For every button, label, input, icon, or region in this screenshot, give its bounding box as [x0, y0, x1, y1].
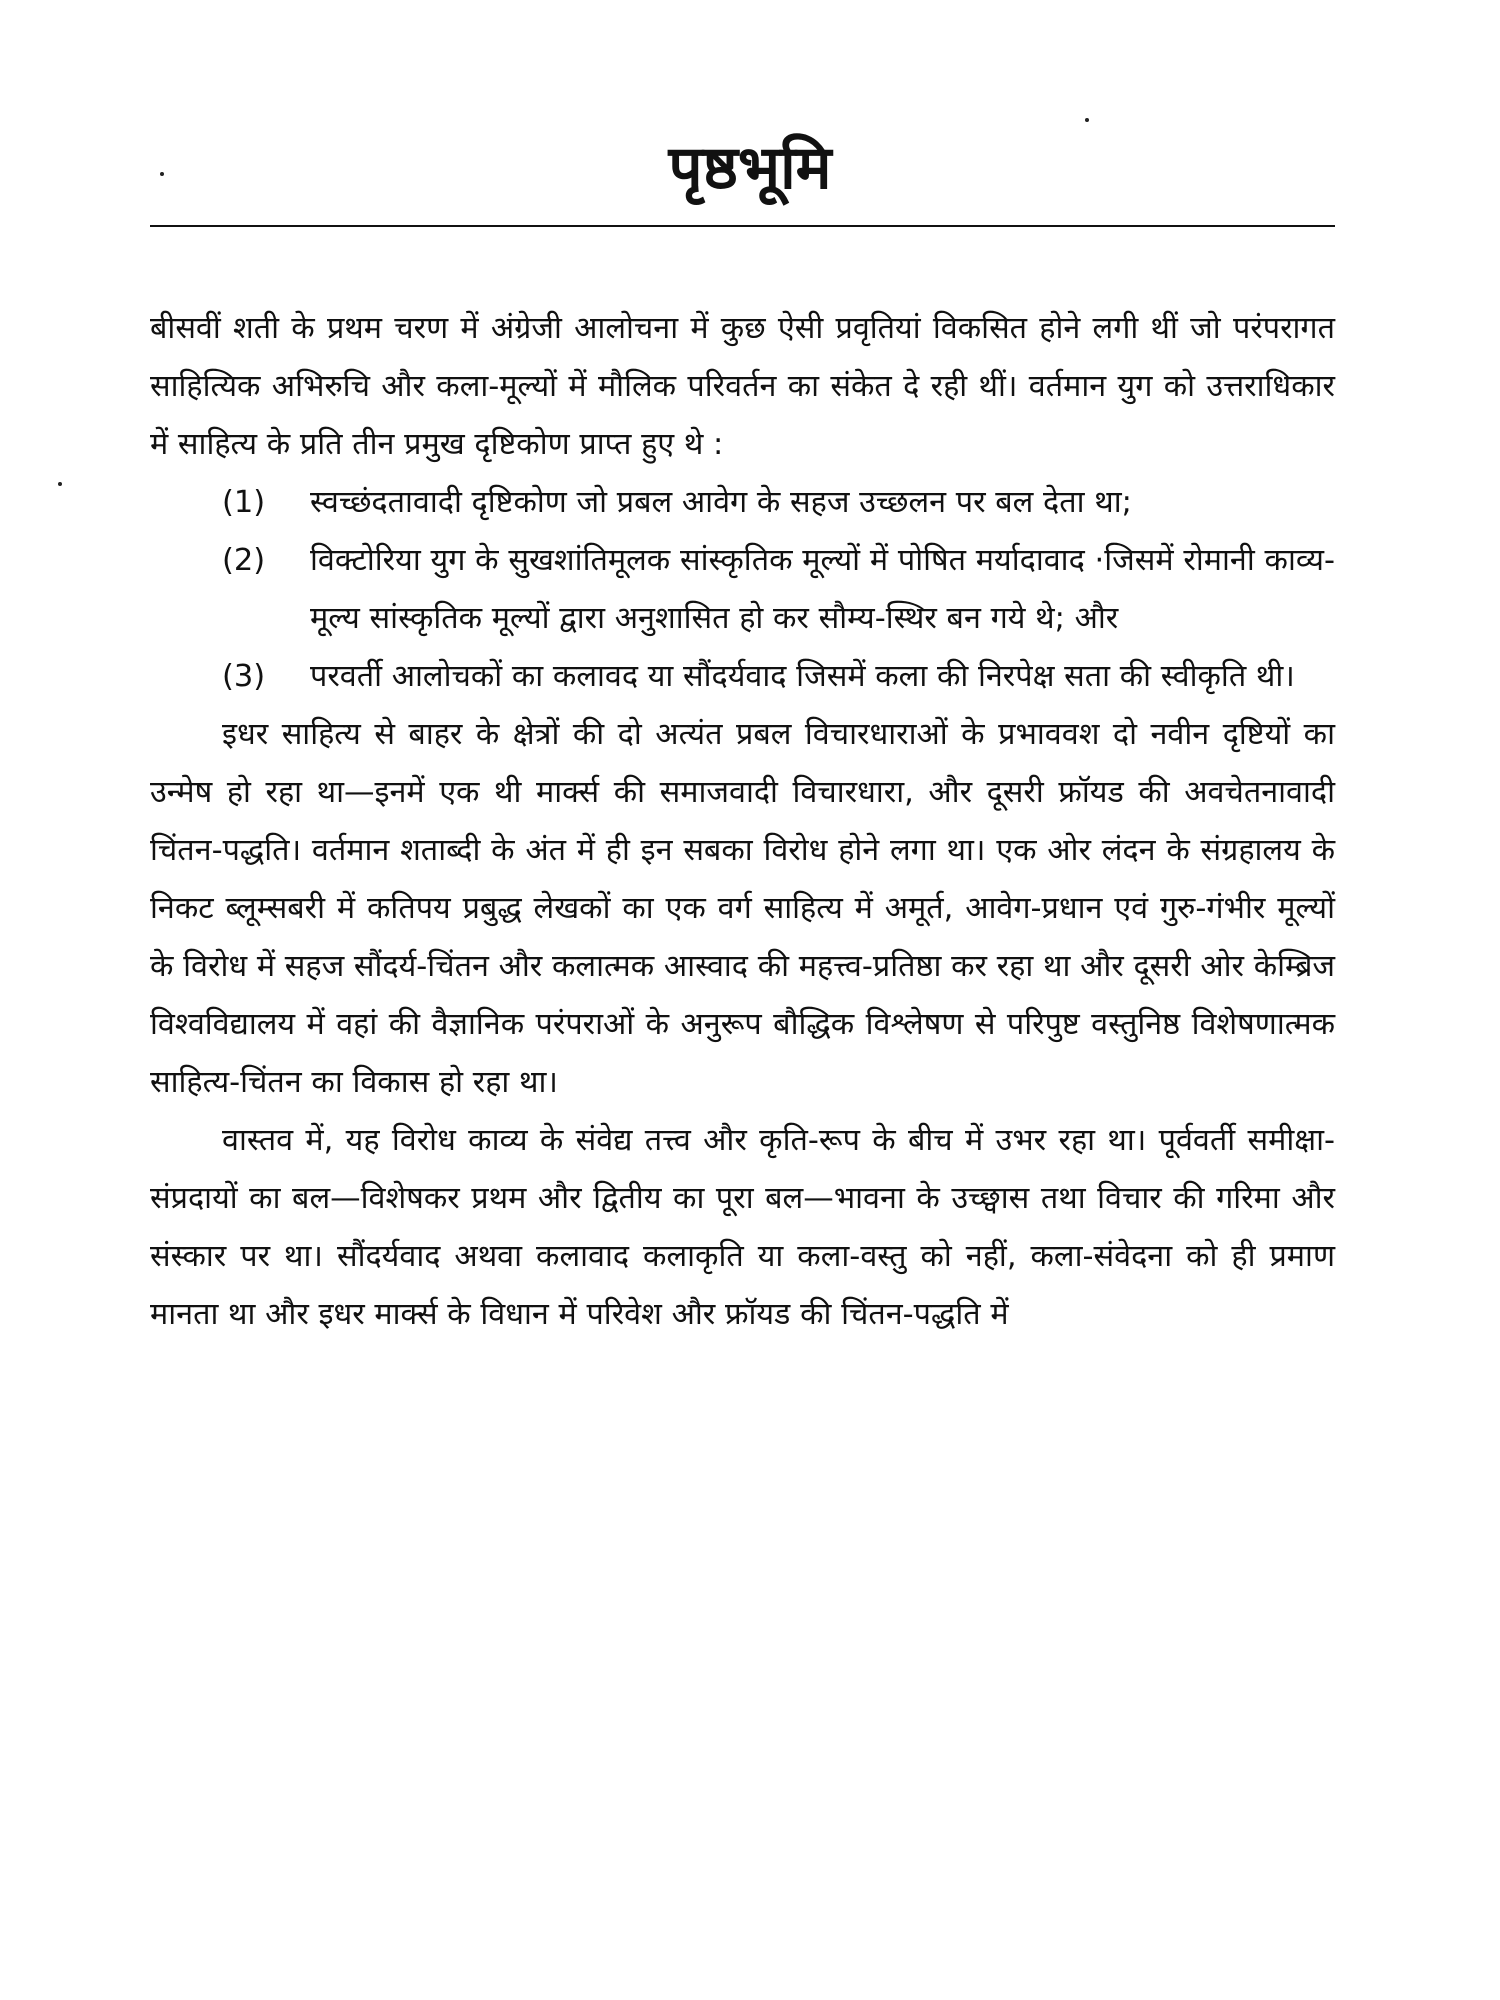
viewpoint-list [150, 474, 1335, 706]
body-paragraph-3: वास्तव में, यह विरोध काव्य के संवेद्य तत्त्व और कृति-रूप के बीच में उभर रहा था। पूर्ववर्ती समीक्षा-संप्रदायों का बल—विशेषकर प्रथम और द्वितीय का पूरा बल—भावना के उच्छ्वास तथा विचार की गरिमा और संस्कार पर था। सौंदर्यवाद अथवा कलावाद कलाकृति या कला-वस्तु को नहीं, कला-संवेदना को ही प्रमाण मानता था और इधर मार्क्स के विधान में परिवेश और फ्रॉयड की चिंतन-पद्धति में [150, 1123, 1335, 1332]
list-item [150, 532, 1335, 648]
list-item-number: (2) [222, 543, 266, 578]
list-item-number: (1) [222, 485, 266, 520]
list-item [150, 474, 1335, 532]
body-paragraph-2: इधर साहित्य से बाहर के क्षेत्रों की दो अत्यंत प्रबल विचारधाराओं के प्रभाववश दो नवीन दृष्टियों का उन्मेष हो रहा था—इनमें एक थी मार्क्स की समाजवादी विचारधारा, और दूसरी फ्रॉयड की अवचेतनावादी चिंतन-पद्धति। वर्तमान शताब्दी के अंत में ही इन सबका विरोध होने लगा था। एक ओर लंदन के संग्रहालय के निकट ब्लूम्सबरी में कतिपय प्रबुद्ध लेखकों का एक वर्ग साहित्य में अमूर्त, आवेग-प्रधान एवं गुरु-गंभीर मूल्यों के विरोध में सहज सौंदर्य-चिंतन और कलात्मक आस्वाद की महत्त्व-प्रतिष्ठा कर रहा था और दूसरी ओर केम्ब्रिज विश्वविद्यालय में वहां की वैज्ञानिक परंपराओं के अनुरूप बौद्धिक विश्लेषण से परिपुष्ट वस्तुनिष्ठ विशेषणात्मक साहित्य-चिंतन का विकास हो रहा था। [150, 717, 1335, 1100]
speck-mark [1085, 118, 1089, 122]
list-item-text: विक्टोरिया युग के सुखशांतिमूलक सांस्कृतिक मूल्यों में पोषित मर्यादावाद ·जिसमें रोमानी काव्य-मूल्य सांस्कृतिक मूल्यों द्वारा अनुशासित हो कर सौम्य-स्थिर बन गये थे; और [310, 543, 1335, 636]
intro-paragraph: बीसवीं शती के प्रथम चरण में अंग्रेजी आलोचना में कुछ ऐसी प्रवृतियां विकसित होने लगी थीं जो परंपरागत साहित्यिक अभिरुचि और कला-मूल्यों में मौलिक परिवर्तन का संकेत दे रही थीं। वर्तमान युग को उत्तराधिकार में साहित्य के प्रति तीन प्रमुख दृष्टिकोण प्राप्त हुए थे : [150, 311, 1335, 462]
title-divider [150, 225, 1335, 227]
body-text [150, 300, 1335, 1344]
list-item-text: परवर्ती आलोचकों का कलावद या सौंदर्यवाद जिसमें कला की निरपेक्ष सता की स्वीकृति थी। [310, 659, 1295, 694]
page-title: पृष्ठभूमि [668, 133, 832, 203]
list-item [150, 648, 1335, 706]
speck-mark [58, 482, 62, 486]
list-item-text: स्वच्छंदतावादी दृष्टिकोण जो प्रबल आवेग के सहज उच्छलन पर बल देता था; [310, 485, 1132, 520]
list-item-number: (3) [222, 659, 266, 694]
